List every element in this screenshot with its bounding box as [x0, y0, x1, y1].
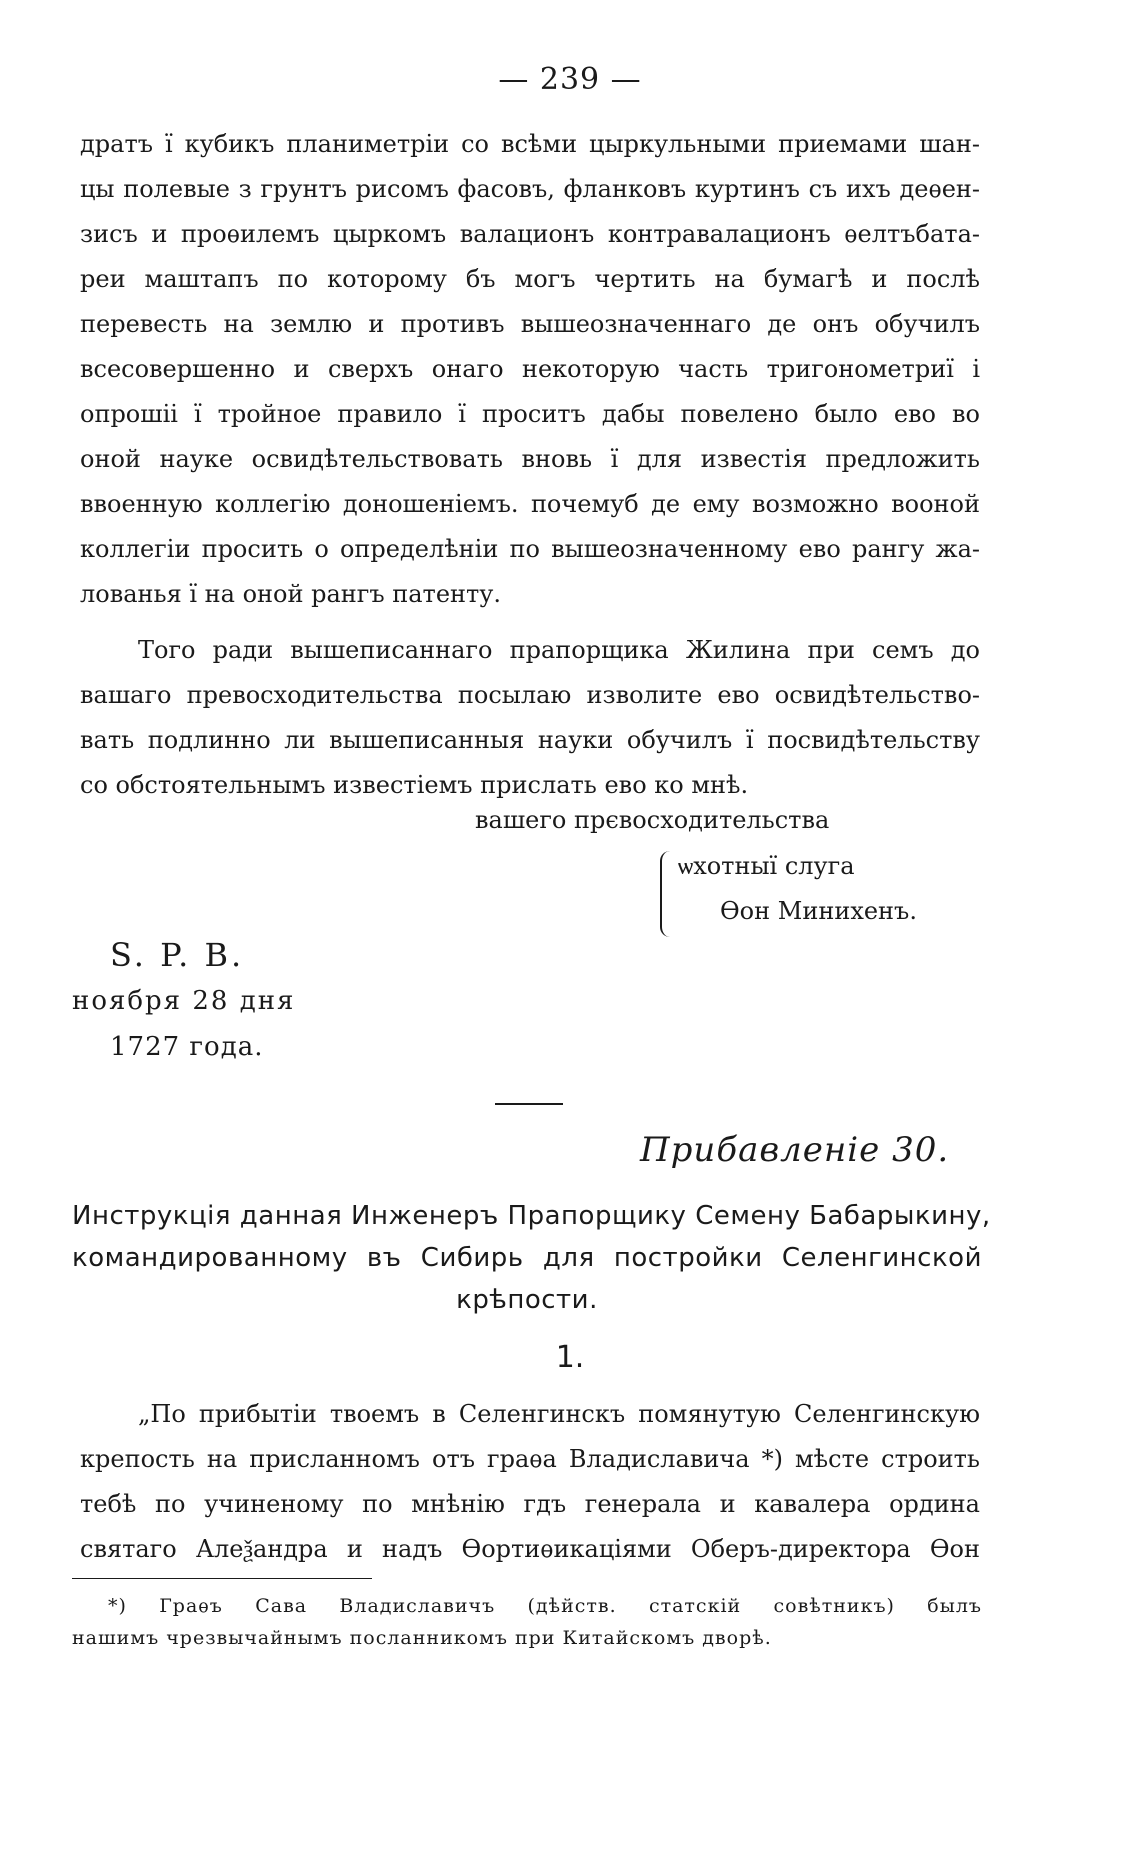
paragraph-3: [80, 1392, 980, 1572]
signature-brace: [660, 851, 676, 937]
paragraph-1: [80, 122, 980, 617]
page-number: — 239 —: [498, 62, 642, 97]
text-line: лованья ї на оной рангъ патенту.: [80, 580, 502, 608]
text-line: цы полевые з грунтъ рисомъ фасовъ, фланковъ куртинъ съ ихъ деѳен-: [80, 175, 980, 203]
footnote-line: нашимъ чрезвычайнымъ посланникомъ при Китайскомъ дворѣ.: [72, 1627, 772, 1649]
section-divider: [495, 1103, 563, 1105]
place: S. P. B.: [110, 936, 245, 974]
heading-line: командированному въ Сибирь для постройки Селенгинской: [72, 1243, 982, 1273]
text-line: вашаго превосходительства посылаю изволите ево освидѣтельство-: [80, 681, 980, 709]
text-line: Того ради вышеписаннаго прапорщика Жилина при семъ до: [138, 636, 980, 664]
text-line: коллегіи просить о определѣніи по вышеозначенному ево рангу жа-: [80, 535, 980, 563]
footnote-rule: [72, 1578, 372, 1579]
text-line: дратъ ї кубикъ планиметріи со всѣми цыркульными приемами шан-: [80, 130, 980, 158]
text-line: со обстоятельнымъ известіемъ прислать ево ко мнѣ.: [80, 771, 749, 799]
text-line: святаго Алеѯандра и надъ Ѳортиѳикаціями Оберъ-директора Ѳон: [80, 1535, 980, 1563]
text-line: всесовершенно и сверхъ онаго некоторую часть тригонометриї і: [80, 355, 980, 383]
heading-line: Инструкція данная Инженеръ Прапорщику Семену Бабарыкину,: [72, 1201, 991, 1231]
text-line: вать подлинно ли вышеписанныя науки обучилъ ї посвидѣтельству: [80, 726, 980, 754]
text-line: „По прибытіи твоемъ в Селенгинскъ помянутую Селенгинскую: [138, 1400, 980, 1428]
text-line: крепость на присланномъ отъ граѳа Владиславича *) мѣсте строить: [80, 1445, 980, 1473]
signature-line-1: ѡхотныї слуга: [678, 852, 855, 880]
closing-salutation: вашего прєвосходительства: [475, 806, 830, 834]
text-line: реи маштапъ по которому бъ могъ чертить на бумагѣ и послѣ: [80, 265, 980, 293]
date-line-1: ноября 28 дня: [72, 986, 296, 1016]
instruction-heading: [72, 1195, 991, 1321]
text-line: опрошіі ї тройное правило ї проситъ дабы повелено было ево во: [80, 400, 980, 428]
signature-line-2: Ѳон Минихенъ.: [720, 897, 917, 925]
date-line-2: 1727 года.: [110, 1032, 264, 1062]
text-line: ввоенную коллегію доношеніемъ. почемуб де ему возможно вооной: [80, 490, 980, 518]
text-line: оной науке освидѣтельствовать вновь ї для известія предложить: [80, 445, 980, 473]
text-line: зисъ и проѳилемъ цыркомъ валационъ контравалационъ ѳелтъбата-: [80, 220, 980, 248]
text-line: тебѣ по учиненому по мнѣнію гдъ генерала и кавалера ордина: [80, 1490, 980, 1518]
heading-line: крѣпости.: [456, 1285, 598, 1315]
footnote-line: *) Граѳъ Сава Владиславичъ (дѣйств. статскій совѣтникъ) былъ: [108, 1595, 982, 1617]
appendix-title: Прибавленіе 30.: [640, 1130, 950, 1170]
paragraph-2: [80, 628, 980, 808]
text-line: перевесть на землю и противъ вышеозначеннаго де онъ обучилъ: [80, 310, 980, 338]
footnote: [72, 1590, 982, 1654]
section-number: 1.: [555, 1340, 585, 1375]
